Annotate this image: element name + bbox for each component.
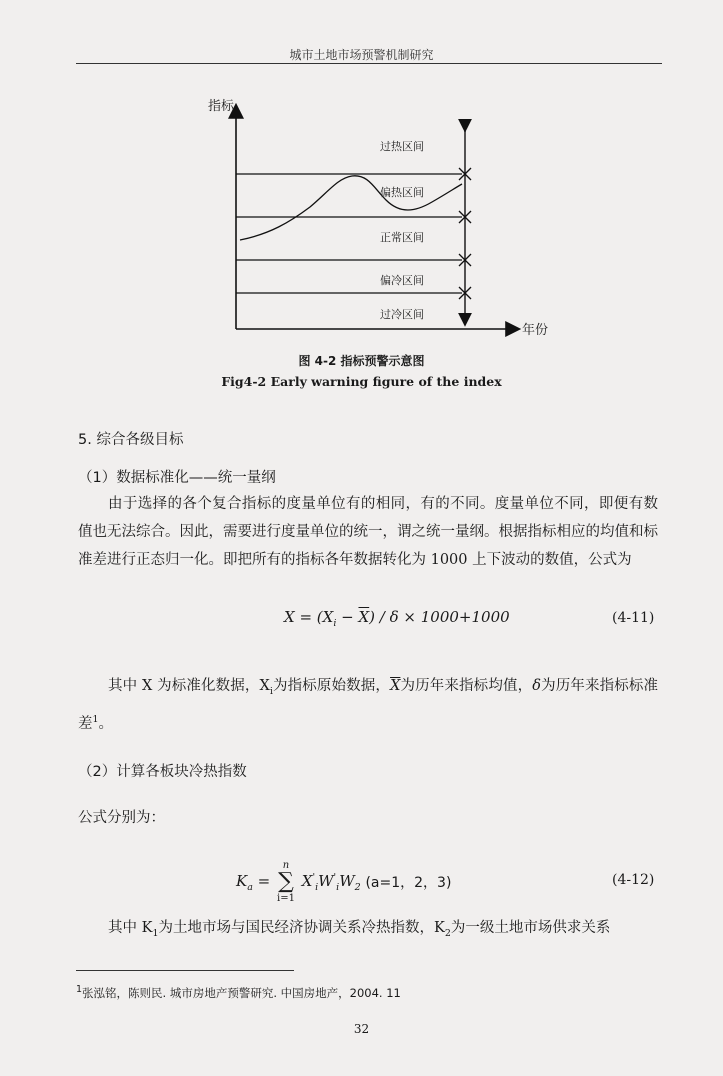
zone-label-overcool: 过冷区间 [380, 308, 424, 321]
section-heading: 5. 综合各级目标 [78, 432, 184, 448]
paragraph-index-definitions: 其中 $K_1$为土地市场与国民经济协调关系冷热指数，$K_2$为一级土地市场供求关系 [108, 920, 611, 939]
para3-part-b: 为土地市场与国民经济协调关系冷热指数，K [158, 920, 445, 936]
footnote-text: 张泓铭，陈则民. 城市房地产预警研究. 中国房地产，2004. 11 [82, 985, 401, 1000]
header-rule [76, 63, 662, 64]
equation-number-4-11: (4-11) [612, 610, 655, 626]
early-warning-figure [200, 92, 580, 342]
zone-label-warm: 偏热区间 [380, 186, 424, 199]
footnote-mark: 1 [76, 984, 83, 995]
para2-part-e: 。 [98, 715, 114, 732]
paragraph-standardization: 由于选择的各个复合指标的度量单位有的相同，有的不同。度量单位不同，即便有数值也无法综合。因此，需要进行度量单位的统一，谓之统一量纲。根据指标相应的均值和标准差进行正态归一化。即把所有的指标各年数据转化为 1000 上下波动的数值，公式为 [78, 496, 658, 568]
footnote-rule [76, 970, 294, 971]
formula-range: (a=1，2，3) [365, 875, 452, 891]
formula-4-12: $K_a$ = n ∑ i=1 $X'_iW'_iW_2$ (a=1，2，3) [236, 860, 452, 904]
figure-caption-en: Fig4-2 Early warning figure of the index [221, 374, 502, 389]
x-axis-label: 年份 [522, 323, 549, 338]
subsection-heading-2: （2）计算各板块冷热指数 [78, 764, 247, 780]
para3-part-c: 为一级土地市场供求关系 [450, 920, 611, 936]
zone-label-normal: 正常区间 [380, 231, 424, 244]
para2-part-c: 为历年来指标均值， [400, 678, 533, 694]
page-number: 32 [353, 1022, 370, 1036]
formula-intro: 公式分别为： [78, 810, 165, 826]
subsection-heading-1: （1）数据标准化——统一量纲 [78, 470, 276, 486]
equation-number-4-12: (4-12) [612, 872, 655, 888]
zone-label-cool: 偏冷区间 [380, 274, 424, 287]
formula-4-11: $X = (X_i - \overline{X}) / \delta \times 1000+1000$ [284, 608, 510, 629]
footnote [76, 984, 401, 1001]
para3-part-a: 其中 K [108, 920, 153, 936]
zone-label-overheat: 过热区间 [380, 140, 424, 153]
indicator-curve [240, 176, 462, 240]
para2-part-a: 其中 X 为标准化数据，X [108, 678, 270, 694]
para2-part-d: 为历年来指标标准差 [78, 678, 659, 732]
running-header: 城市土地市场预警机制研究 [289, 48, 434, 62]
para2-part-b: 为指标原始数据， [272, 678, 391, 694]
figure-caption-cn: 图 4-2 指标预警示意图 [298, 354, 425, 368]
figure-svg [200, 92, 580, 342]
y-axis-label: 指标 [208, 99, 235, 114]
paragraph-variable-definitions: 其中 X 为标准化数据，$X_i$为指标原始数据，$\overline{X}$为历年来指标均值，δ为历年来指标标准差$^1$。 [78, 678, 659, 732]
footnote-ref: 1 [92, 713, 99, 725]
